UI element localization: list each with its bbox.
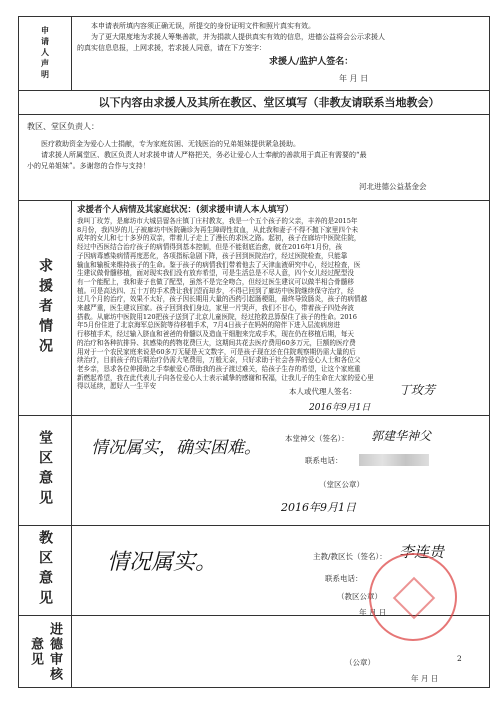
redacted-phone [359,454,429,466]
situation-line: 续治疗，目前孩子的后期治疗仍需大笔费用，万般无奈，只好求助于社会各界的爱心人士和各位父 [77,356,361,365]
section-label-review: 进德审核意见 [28,622,62,682]
diocese-phone-label: 联系电话： [325,574,363,583]
letter-salutation: 教区、堂区负责人： [27,122,99,131]
declaration-text [77,21,487,54]
guardian-sign-label: 求援人/监护人签名： [269,57,354,67]
declaration-line: 的真实信息息报，上网求援，若求援人同意，请在下方签字： [77,44,266,52]
situation-line: 生建议做骨髓移植，面对现实我们没有放弃希望，可是生活总是不尽人意，四个女儿经过配型没 [77,269,354,278]
situation-line: 子因病毒感染病情再度恶化，各项指标急剧下降，孩子回到医院治疗，经过医院检查，只能靠 [77,251,348,260]
divider [71,200,72,687]
diocese-date: 年 月 日 [359,608,387,617]
parish-opinion: 情况属实，确实困难。 [91,438,261,458]
situation-heading: 求援者个人病情及其家庭状况：(须求援申请人本人填写） [77,205,294,215]
situation-line: 行移植手术，经过输入脐血和爸爸的骨髓以及造血干细胞来完成手术，现在仍在移植后期，每天 [77,330,354,339]
bishop-signature: 李连贵 [399,543,445,561]
divider [19,200,489,201]
review-date: 年 月 日 [411,674,439,683]
applicant-sign-label: 本人或代理人签名： [289,387,357,396]
situation-line: 我叫丁玫芳，是廊坊市大城县留各庄镇丁庄村教友，我是一个五个孩子的父亲，丰养的是2015年 [77,217,358,225]
letter-line: 医疗救助资金为爱心人士捐献，专为家庭贫困、无钱医治的兄弟姐妹提供紧急援助。 [41,140,300,148]
situation-line: 输血和输板来维持孩子的生命。鉴于孩子的病情我们带着他去了天津血液研究中心，经过检查，医 [77,260,361,269]
parish-phone-label: 联系电话： [305,456,343,465]
situation-line: 年5月份住进了北京海军总医院等待移植手术，7月4日孩子在妈妈的陪伴下进入层流病房进 [77,321,341,330]
letter-line: 请求援人所属堂区、教区负责人对求援申请人严格把关，务必让爱心人士奉献的善款用于真正有需要的“最 [41,151,367,159]
bishop-sign-label: 主教/教区长（签名）： [313,552,387,561]
review-seal-label: （公章） [345,658,375,667]
situation-line: 用对于一个农民家庭来说是60多万无疑是天文数字，可是孩子现在还在住院观察期仍需大量的后 [77,347,356,356]
section-label-parish: 堂区意见 [37,430,53,510]
situation-line: 有一个能配上，我和妻子也做了配型，虽然不是完全吻合，但经过医生建议可以做半相合骨髓移 [77,277,354,286]
application-form [18,16,490,688]
situation-line: 过几个月的治疗，效果不太好，孩子因长期用大量的西药引起肠梗阻，最终导致肠炎，孩子的病情越 [77,295,368,304]
situation-line: 来越严重，医生建议回家。孩子回到我们身边，家里一片哭声，我们不甘心，带着孩子四处奔波 [77,304,354,313]
divider [19,114,489,115]
situation-line: 成年的女儿和七十多岁的双亲，带着儿子走上了漫长的求医之路。起初，孩子在廊坊中医院住院， [77,234,361,243]
situation-body [77,217,489,391]
diocese-seal-stamp [369,553,457,641]
diocese-seal-label: （教区公章） [337,592,382,601]
letter-signature: 河北进德公益基金会 [359,182,427,191]
declaration-line: 为了更大限度地为求援人筹集善款，并为捐款人提供真实有效的信息，进德公益将会公示求援人 [91,33,385,41]
declaration-line: 本申请表所填内容须正确无误，所提交的身份证明文件和照片真实有效。 [91,22,315,30]
situation-line: 经过中西医结合治疗孩子的病情得到基本控制，但是不能彻底治愈，就在2016年1月份，孩 [77,243,342,252]
parish-seal-label: （堂区公章） [319,480,364,489]
situation-line: 的治疗和各种抗排异、抗感染的药物花费巨大，这期间共花去医疗费用60多万元，巨额的医疗费 [77,338,356,347]
situation-line: 新燃起希望，我在此代表儿子向各位爱心人士表示诚挚的感谢和祝福，让我儿子的生命在大家的爱心里 [77,373,374,382]
applicant-date: 2016年9月1日 [309,403,371,413]
letter-body [27,139,483,172]
letter-line: 小的兄弟姐妹”。多谢您的合作与支持！ [27,162,150,170]
situation-line: 搭救。从廊坊中医院用120把孩子送到了北京儿童医院，经过抢救总算保住了孩子的性命。2016 [77,312,357,321]
divider [71,17,72,90]
situation-line: 8月份，我四岁的儿子被廊坊中医院确诊为再生障碍性贫血，从此我和妻子不得不抛下家里四个未 [77,225,359,234]
priest-signature: 郭建华神父 [371,429,432,443]
situation-line: 得以延续，愿好人一生平安 [77,382,157,391]
divider [19,90,489,91]
declaration-date: 年 月 日 [339,74,369,83]
section-label-diocese: 教区意见 [37,530,53,610]
situation-line: 植。可是高达四、五十万的手术费让我们望而却步，不得已回到了廊坊中医院继续保守治疗，经 [77,286,354,295]
page-number: 2 [457,654,462,663]
divider [19,415,489,416]
priest-sign-label: 本堂神父（签名）： [285,434,349,443]
diocese-opinion: 情况属实。 [107,550,218,575]
section-label-declaration: 申请人声明 [40,26,50,81]
header-band: 以下内容由求援人及其所在教区、堂区填写（非教友请联系当地教会） [98,96,440,109]
parish-date: 2016年9月1日 [281,501,356,514]
applicant-signature: 丁玫芳 [399,383,436,397]
section-label-situation: 求援者情况 [37,257,53,358]
divider [19,525,489,526]
situation-line: 老乡亲，恳求各位伸援助之手奉献爱心帮助我的孩子渡过难关，给孩子生存的希望，让这个家庭重 [77,364,361,373]
